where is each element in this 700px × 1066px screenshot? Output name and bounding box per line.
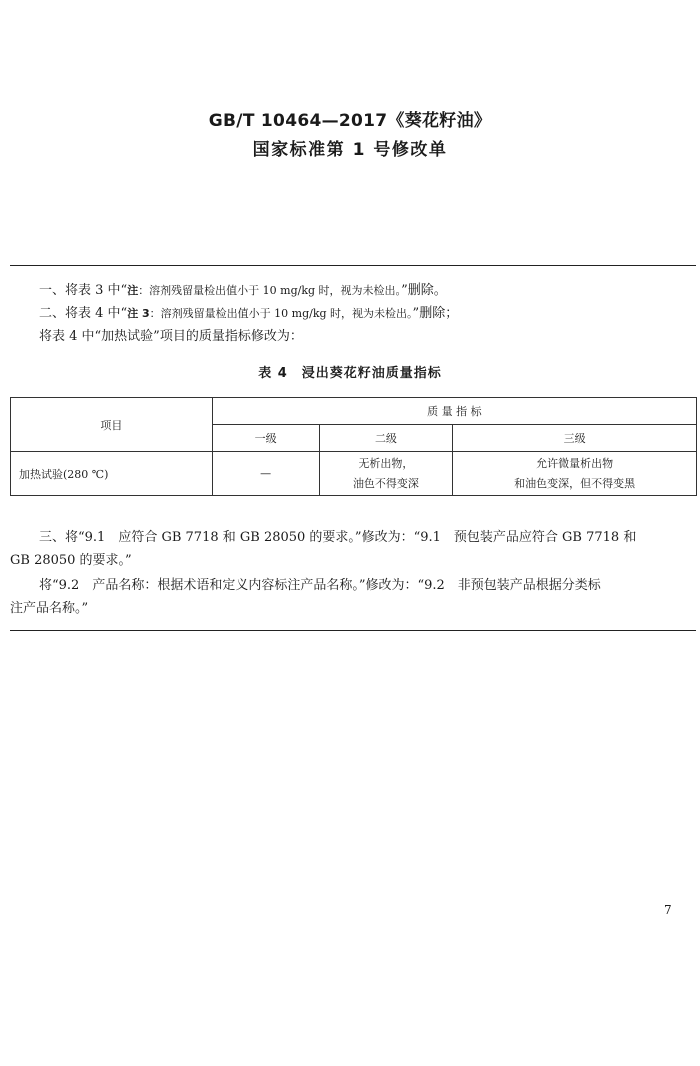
row-grade-3-line-2: 和油色变深，但不得变黑 (514, 476, 636, 490)
header-grade-3: 三级 (453, 425, 697, 452)
row-grade-3 (453, 452, 697, 496)
section-3-para-1-line-2: GB 28050 的要求。” (10, 553, 132, 568)
row-grade-3-line-1: 允许微量析出物 (536, 456, 614, 470)
section-3-para-1-line-1: 三、将“9.1 应符合 GB 7718 和 GB 28050 的要求。”修改为：“9.1 预包装产品应符合 GB 7718 和 (39, 530, 637, 545)
amendment-item-3: 将表 4 中“加热试验”项目的质量指标修改为： (39, 329, 303, 344)
header-item: 项目 (11, 398, 213, 452)
section-3-para-2-line-2: 注产品名称。” (10, 601, 89, 616)
document-subtitle: 国家标准第 1 号修改单 (252, 140, 448, 160)
top-rule (10, 265, 696, 266)
amendment-1-prefix: 一、将表 3 中“ (39, 283, 128, 298)
amendment-2-suffix: ”删除； (412, 306, 459, 321)
section-3-para-2-line-1: 将“9.2 产品名称：根据术语和定义内容标注产品名称。”修改为：“9.2 非预包装产品根据分类标 (39, 578, 601, 593)
row-item: 加热试验(280 ℃) (11, 452, 213, 496)
amendment-1-note-label: 注 (127, 284, 139, 297)
table-title: 表 4 浸出葵花籽油质量指标 (258, 366, 442, 381)
row-grade-1: — (212, 452, 319, 496)
document-title: GB/T 10464—2017《葵花籽油》 (208, 111, 492, 131)
header-grade-2: 二级 (319, 425, 453, 452)
row-grade-2-line-2: 油色不得变深 (352, 476, 419, 490)
table-row (11, 452, 697, 496)
bottom-rule (10, 630, 696, 631)
header-quality: 质 量 指 标 (212, 398, 696, 425)
amendment-2-note-label: 注 3 (127, 307, 150, 320)
amendment-item-1 (10, 279, 696, 303)
amendment-1-note-text: ：溶剂残留量检出值小于 10 mg/kg 时，视为未检出。 (138, 284, 402, 297)
amendment-1-suffix: ”删除。 (401, 283, 447, 298)
amendment-item-2 (10, 302, 696, 326)
amendment-2-note-text: ：溶剂残留量检出值小于 10 mg/kg 时，视为未检出。 (149, 307, 413, 320)
row-grade-2 (319, 452, 453, 496)
page-number: 7 (664, 903, 672, 917)
quality-table (10, 397, 697, 496)
header-grade-1: 一级 (212, 425, 319, 452)
amendment-2-prefix: 二、将表 4 中“ (39, 306, 128, 321)
row-grade-2-line-1: 无析出物， (358, 456, 414, 470)
